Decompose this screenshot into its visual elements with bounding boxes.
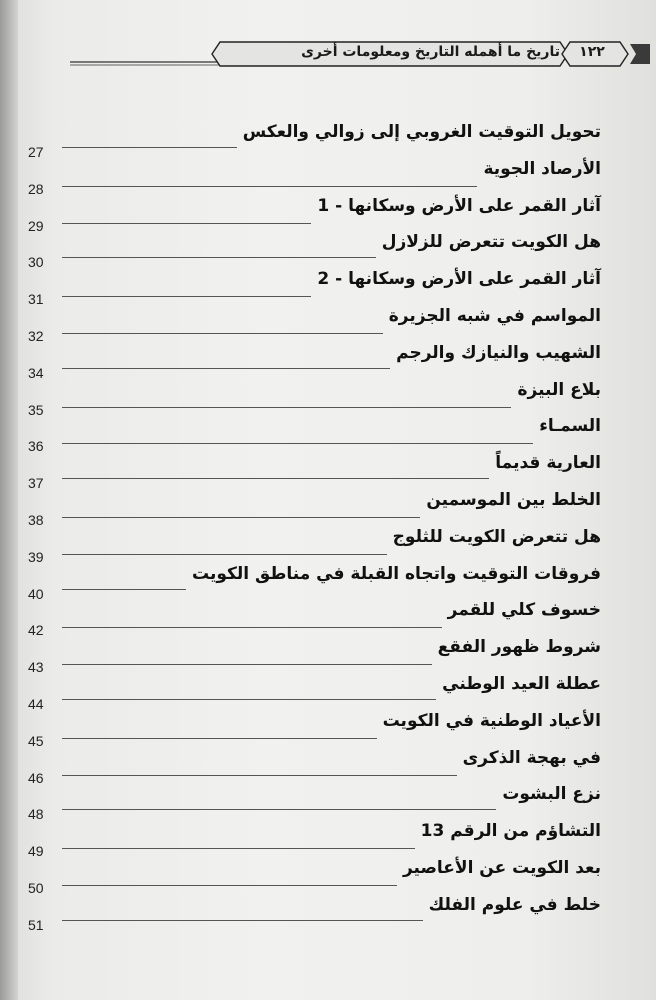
- toc-page-number: 36: [28, 438, 44, 455]
- toc-leader-line: [62, 368, 390, 369]
- toc-page-number: 46: [28, 769, 44, 786]
- toc-entry-title: هل تتعرض الكويت للثلوج: [392, 526, 601, 547]
- toc-entry-title: الشهيب والنيازك والرجم: [396, 342, 601, 363]
- toc-entry-title: بعد الكويت عن الأعاصير: [402, 858, 601, 878]
- header-page-number: ١٢٢: [579, 44, 605, 60]
- toc-leader-line: [62, 333, 383, 334]
- toc-page-number: 38: [28, 512, 44, 528]
- toc-leader-line: [62, 738, 377, 739]
- toc-entry-title: تحويل التوقيت الغروبي إلى زوالي والعكس: [242, 122, 601, 142]
- toc-entry-title: التشاؤم من الرقم 13: [420, 821, 601, 842]
- toc-entry-title: الخلط بين الموسمين: [426, 490, 601, 510]
- toc-entry-title: عطلة العيد الوطني: [442, 674, 601, 694]
- toc-leader-line: [62, 885, 397, 886]
- toc-entry-title: فروقات التوقيت واتجاه القبلة في مناطق الكويت: [192, 563, 601, 584]
- toc-entry-title: نزع البشوت: [502, 784, 601, 805]
- toc-leader-line: [62, 257, 376, 258]
- toc-page-number: 45: [28, 732, 44, 749]
- toc-leader-line: [62, 627, 442, 628]
- toc-page-number: 29: [28, 217, 44, 234]
- toc-page-number: 30: [28, 254, 44, 271]
- toc-entry-title: آثار القمر على الأرض وسكانها - 1: [317, 195, 601, 216]
- toc-page-number: 39: [28, 548, 44, 565]
- toc-page-number: 44: [28, 696, 44, 712]
- toc-leader-line: [62, 664, 432, 665]
- toc-entry-title: آثار القمر على الأرض وسكانها - 2: [317, 269, 601, 290]
- toc-entry-title: في بهجة الذكرى: [462, 747, 601, 768]
- toc-page-number: 34: [28, 364, 44, 381]
- toc-page-number: 43: [28, 659, 44, 676]
- toc-page-number: 28: [28, 180, 44, 197]
- toc-entry-title: العارية قديماً: [495, 453, 601, 474]
- toc-entry-title: شروط ظهور الفقع: [437, 637, 601, 658]
- toc-leader-line: [62, 589, 186, 590]
- toc-page-number: 50: [28, 880, 44, 896]
- toc-leader-line: [62, 775, 457, 776]
- toc-leader-line: [62, 478, 489, 479]
- toc-page-number: 51: [28, 916, 44, 933]
- toc-leader-line: [62, 517, 420, 518]
- toc-page-number: 42: [28, 622, 44, 639]
- toc-leader-line: [62, 920, 423, 921]
- toc-leader-line: [62, 296, 311, 297]
- toc-page-number: 48: [28, 806, 44, 823]
- toc-leader-line: [62, 699, 436, 700]
- toc-entry-title: خلط في علوم الفلك: [428, 894, 601, 915]
- toc-page-number: 40: [28, 585, 44, 602]
- toc-page-number: 37: [28, 475, 44, 492]
- toc-entry-title: السمـاء: [539, 416, 601, 437]
- toc-page-number: 49: [28, 843, 44, 860]
- toc-leader-line: [62, 809, 496, 810]
- toc-leader-line: [62, 848, 415, 849]
- toc-leader-line: [62, 407, 511, 408]
- toc-entry-title: هل الكويت تتعرض للزلازل: [381, 232, 601, 253]
- toc-entry-title: الأعياد الوطنية في الكويت: [382, 710, 601, 731]
- header-title: تاريخ ما أهمله التاريخ ومعلومات أخرى: [301, 44, 560, 60]
- toc-page-number: 27: [28, 144, 44, 160]
- toc-leader-line: [62, 443, 533, 444]
- toc-leader-line: [62, 554, 387, 555]
- toc-leader-line: [62, 186, 477, 187]
- toc-page-number: 35: [28, 401, 44, 418]
- toc-leader-line: [62, 223, 311, 224]
- toc-entry-title: خسوف كلي للقمر: [447, 600, 601, 621]
- toc-page-number: 31: [28, 291, 44, 308]
- toc-page-number: 32: [28, 328, 44, 344]
- toc-entry-title: الأرصاد الجوية: [483, 158, 601, 179]
- toc-entry-title: بلاع البيزة: [517, 379, 601, 400]
- toc-leader-line: [62, 147, 237, 148]
- toc-entry-title: المواسم في شبه الجزيرة: [388, 306, 601, 326]
